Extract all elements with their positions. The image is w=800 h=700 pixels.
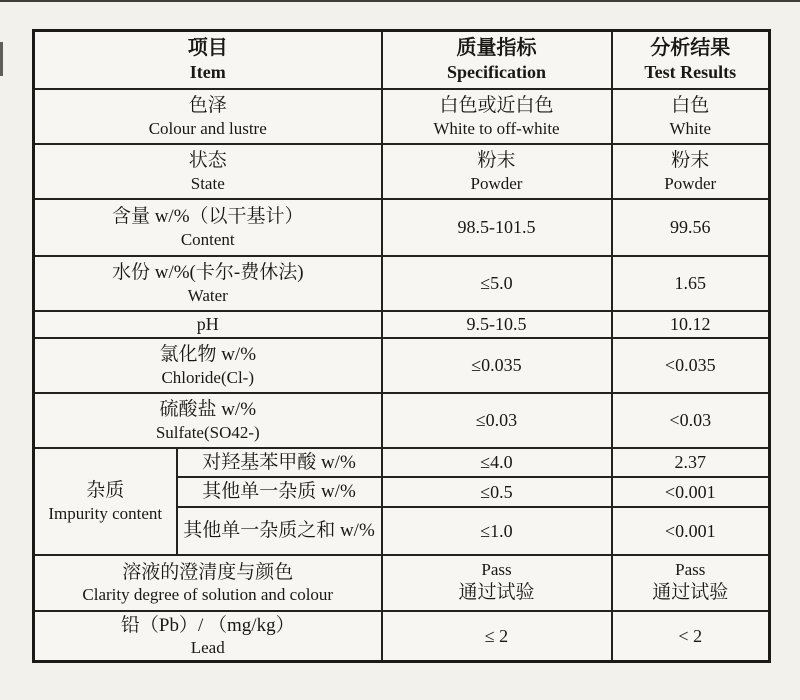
ph-item-label: pH	[196, 313, 219, 334]
colour-spec-zh: 白色或近白色	[439, 94, 554, 116]
header-item-zh: 项目	[187, 37, 228, 60]
table-row-content	[34, 199, 770, 256]
impurity-2-item: 其他单一杂质 w/%	[202, 481, 356, 503]
colour-spec-cell	[382, 89, 612, 144]
colour-result-zh: 白色	[671, 94, 710, 116]
chloride-result-cell	[612, 338, 770, 393]
sulfate-result-value: <0.03	[669, 409, 712, 430]
sulfate-result-cell	[612, 393, 770, 448]
clarity-result-zh: 通过试验	[652, 582, 729, 604]
sulfate-item-en: Sulfate(SO42-)	[155, 422, 260, 442]
impurity-group-en: Impurity content	[48, 503, 163, 523]
impurity-3-spec-cell	[382, 507, 612, 555]
header-spec-en: Specification	[447, 62, 546, 83]
content-item-zh: 含量 w/%（以干基计）	[111, 205, 304, 227]
table-row-sulfate	[34, 393, 770, 448]
chloride-item-en: Chloride(Cl-)	[161, 367, 255, 387]
clarity-item-en: Clarity degree of solution and colour	[82, 585, 334, 605]
header-item-en: Item	[189, 62, 226, 83]
table-row-colour	[34, 89, 770, 144]
colour-item-cell	[34, 89, 382, 144]
impurity-1-item: 对羟基苯甲酸 w/%	[202, 451, 356, 473]
state-item-cell	[34, 144, 382, 199]
lead-item-en: Lead	[190, 638, 225, 658]
table-row-impurity-1	[34, 448, 770, 478]
table-row-ph	[34, 311, 770, 338]
table-row-clarity	[34, 555, 770, 611]
table-row-lead	[34, 611, 770, 662]
sulfate-item-cell	[34, 393, 382, 448]
header-result-cell	[612, 31, 770, 89]
state-item-en: State	[190, 173, 225, 193]
water-item-zh: 水份 w/%(卡尔-费休法)	[111, 261, 304, 283]
ph-spec-value: 9.5-10.5	[466, 313, 527, 334]
water-item-en: Water	[187, 285, 228, 305]
ph-item-cell	[34, 311, 382, 338]
quality-specification-table	[32, 29, 771, 663]
water-spec-cell	[382, 256, 612, 311]
impurity-1-spec-cell	[382, 448, 612, 478]
content-spec-cell	[382, 199, 612, 256]
content-item-cell	[34, 199, 382, 256]
state-spec-en: Powder	[470, 173, 523, 193]
lead-result-value: < 2	[678, 625, 703, 646]
lead-result-cell	[612, 611, 770, 662]
colour-item-zh: 色泽	[188, 94, 227, 116]
chloride-result-value: <0.035	[664, 354, 716, 375]
lead-spec-cell	[382, 611, 612, 662]
clarity-spec-zh: 通过试验	[458, 582, 535, 604]
content-result-value: 99.56	[670, 216, 711, 237]
table-row-state	[34, 144, 770, 199]
colour-item-en: Colour and lustre	[148, 118, 267, 138]
table-row-water	[34, 256, 770, 311]
state-spec-cell	[382, 144, 612, 199]
ph-spec-cell	[382, 311, 612, 338]
impurity-3-item-cell	[177, 507, 382, 555]
header-result-en: Test Results	[644, 62, 737, 83]
lead-item-cell	[34, 611, 382, 662]
impurity-2-spec-value: ≤0.5	[480, 481, 513, 502]
scan-left-artifact	[0, 42, 3, 76]
colour-result-cell	[612, 89, 770, 144]
clarity-spec-pass: Pass	[481, 559, 512, 579]
content-result-cell	[612, 199, 770, 256]
impurity-group-cell	[34, 448, 177, 555]
ph-result-value: 10.12	[670, 313, 711, 334]
clarity-result-pass: Pass	[675, 559, 706, 579]
sulfate-item-zh: 硫酸盐 w/%	[159, 398, 257, 420]
state-result-zh: 粉末	[671, 149, 710, 171]
chloride-item-zh: 氯化物 w/%	[159, 343, 257, 365]
impurity-3-result-cell	[612, 507, 770, 555]
lead-item-zh: 铅（Pb）/ （mg/kg）	[120, 614, 295, 636]
state-result-cell	[612, 144, 770, 199]
lead-spec-value: ≤ 2	[484, 625, 509, 646]
content-item-en: Content	[180, 229, 235, 249]
header-spec-zh: 质量指标	[456, 37, 537, 60]
header-item-cell	[34, 31, 382, 89]
chloride-item-cell	[34, 338, 382, 393]
impurity-2-spec-cell	[382, 477, 612, 507]
content-spec-value: 98.5-101.5	[457, 216, 536, 237]
water-result-value: 1.65	[674, 272, 706, 293]
table-row-chloride	[34, 338, 770, 393]
clarity-item-cell	[34, 555, 382, 611]
sulfate-spec-value: ≤0.03	[475, 409, 518, 430]
header-result-zh: 分析结果	[650, 37, 731, 60]
water-item-cell	[34, 256, 382, 311]
impurity-2-result-cell	[612, 477, 770, 507]
impurity-3-spec-value: ≤1.0	[480, 520, 513, 541]
chloride-spec-value: ≤0.035	[471, 354, 522, 375]
impurity-2-result-value: <0.001	[664, 481, 716, 502]
scan-edge-artifact	[0, 0, 800, 2]
clarity-spec-cell	[382, 555, 612, 611]
table-header-row	[34, 31, 770, 89]
state-spec-zh: 粉末	[477, 149, 516, 171]
colour-spec-en: White to off-white	[433, 118, 560, 138]
chloride-spec-cell	[382, 338, 612, 393]
header-spec-cell	[382, 31, 612, 89]
colour-result-en: White	[669, 118, 712, 138]
state-result-en: Powder	[664, 173, 717, 193]
impurity-2-item-cell	[177, 477, 382, 507]
impurity-group-zh: 杂质	[86, 480, 125, 502]
ph-result-cell	[612, 311, 770, 338]
clarity-result-cell	[612, 555, 770, 611]
impurity-3-result-value: <0.001	[664, 520, 716, 541]
impurity-1-spec-value: ≤4.0	[480, 452, 513, 473]
water-spec-value: ≤5.0	[480, 272, 513, 293]
water-result-cell	[612, 256, 770, 311]
impurity-1-result-value: 2.37	[674, 452, 706, 473]
impurity-3-item: 其他单一杂质之和 w/%	[183, 519, 375, 541]
sulfate-spec-cell	[382, 393, 612, 448]
impurity-1-result-cell	[612, 448, 770, 478]
impurity-1-item-cell	[177, 448, 382, 478]
state-item-zh: 状态	[188, 149, 227, 171]
clarity-item-zh: 溶液的澄清度与颜色	[122, 561, 294, 583]
